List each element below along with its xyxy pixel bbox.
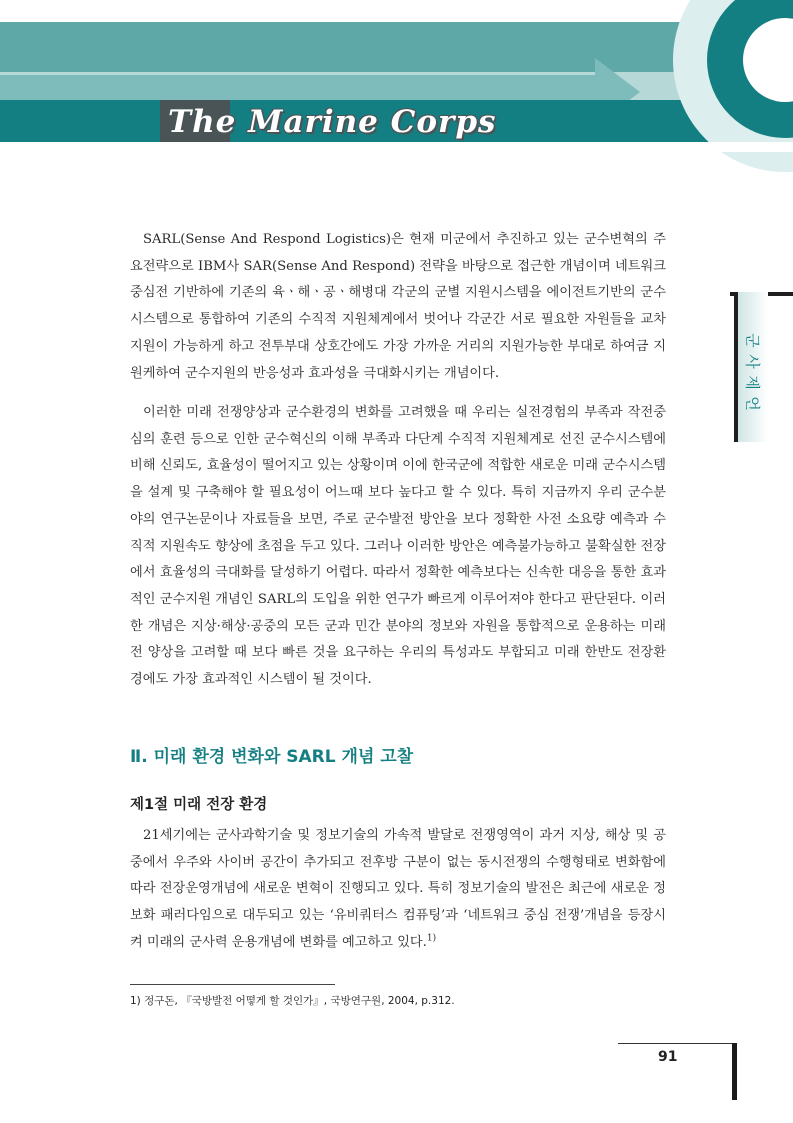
subsection-heading: 제1절 미래 전장 환경 [130,797,268,813]
footnote-divider [130,984,335,985]
section-body [130,823,666,957]
banner-graphic [0,0,793,200]
header-title: The Marine Corps [168,104,497,140]
intro-paragraph-2: 이러한 미래 전쟁양상과 군수환경의 변화를 고려했을 때 우리는 실전경험의 부족과 작전중심의 훈련 등으로 인한 군수혁신의 이해 부족과 다단계 수직적 지원체계로 선진 군수시스템에 비해 신뢰도, 효율성이 떨어지고 있는 상황이며 이에 한국군에 적합한 새로운 미래 군수시스템을 설계 및 구축해야 할 필요성이 어느때 보다 높다고 할 수 있다. 특히 지금까지 우리 군수분야의 연구논문이나 자료들을 보면, 주로 군수발전 방안을 보다 정확한 사전 소요량 예측과 수직적 지원속도 향상에 초점을 두고 있다. 그러나 이러한 방안은 예측불가능하고 불확실한 전장에서 효율성의 극대화를 달성하기 어렵다. 따라서 정확한 예측보다는 신속한 대응을 통한 효과적인 군수지원 개념인 SARL의 도입을 위한 연구가 빠르게 이루어져야 한다고 판단된다. 이러한 개념은 지상·해상·공중의 모든 군과 민간 분야의 정보와 자원을 통합적으로 운용하는 미래전 양상을 고려할 때 보다 빠른 것을 요구하는 우리의 특성과도 부합되고 미래 한반도 전장환경에도 가장 효과적인 시스템이 될 것이다. [130,405,666,688]
intro-paragraph-1: SARL(Sense And Respond Logistics)은 현재 미군에서 추진하고 있는 군수변혁의 주요전략으로 IBM사 SAR(Sense And Respond) 전략을 바탕으로 접근한 개념이며 네트워크 중심전 기반하에 기존의 육ㆍ해ㆍ공ㆍ해병대 각군의 군별 지원시스템을 에이전트기반의 군수시스템으로 통합하여 기존의 수직적 지원체계에서 벗어나 각군간 서로 필요한 자원들을 교차지원이 가능하게 하고 전투부대 상호간에도 가장 가까운 거리의 지원가능한 부대로 하여금 지원케하여 군수지원의 반응성과 효과성을 극대화시키는 개념이다. [130,232,666,381]
page-number-rule [618,1043,736,1044]
section-paragraph-text: 21세기에는 군사과학기술 및 정보기술의 가속적 발달로 전쟁영역이 과거 지상, 해상 및 공중에서 우주와 사이버 공간이 추가되고 전후방 구분이 없는 동시전쟁의 수행형태로 변화함에 따라 전장운영개념에 새로운 변혁이 진행되고 있다. 특히 정보기술의 발전은 최근에 새로운 정보화 패러다임으로 대두되고 있는 ‘유비쿼터스 컴퓨팅’과 ‘네트워크 중심 전쟁’개념을 등장시켜 미래의 군사력 운용개념에 변화를 예고하고 있다. [130,828,666,950]
side-tab-label [744,330,760,414]
header-banner [0,0,793,200]
intro-section-2 [130,400,666,694]
page-number-bar [732,1043,737,1100]
section-paragraph [130,823,666,957]
side-tab-label-text: 군 사 제 언 [743,333,762,411]
footnote: 1) 정구돈, 『국방발전 어떻게 할 것인가』, 국방연구원, 2004, p.312. [130,995,455,1007]
section-heading: Ⅱ. 미래 환경 변화와 SARL 개념 고찰 [130,747,414,767]
page-number: 91 [658,1049,678,1065]
footnote-marker[interactable]: 1) [426,933,437,944]
intro-section [130,227,666,387]
